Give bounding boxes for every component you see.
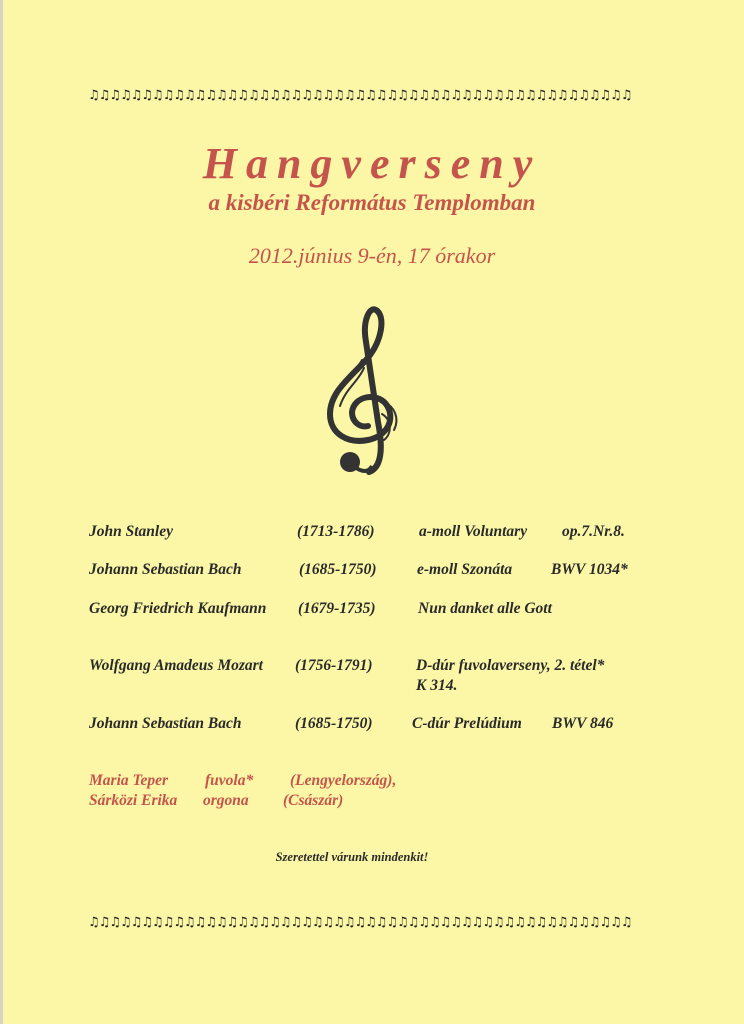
program-composer: Johann Sebastian Bach	[89, 561, 242, 578]
program-work: a-moll Voluntary	[419, 523, 528, 540]
program-composer: Johann Sebastian Bach	[89, 715, 242, 732]
program-years: (1685-1750)	[299, 561, 377, 578]
notes-border-bottom: ♫♫♫♫♫♫♫♫♫♫♫♫♫♫♫♫♫♫♫♫♫♫♫♫♫♫♫♫♫♫♫♫♫♫♫♫♫♫♫♫♫♫♫♫♫♫♫♫♫♫♫	[88, 915, 632, 930]
performer-instrument: fuvola*	[205, 772, 254, 789]
performer-origin: (Lengyelország),	[290, 772, 397, 789]
notes-border-top: ♫♫♫♫♫♫♫♫♫♫♫♫♫♫♫♫♫♫♫♫♫♫♫♫♫♫♫♫♫♫♫♫♫♫♫♫♫♫♫♫♫♫♫♫♫♫♫♫♫♫♫	[88, 88, 632, 103]
program-composer: John Stanley	[89, 523, 173, 540]
program-years: (1756-1791)	[295, 657, 373, 674]
program-catalog: BWV 846	[552, 715, 614, 732]
program-composer: Georg Friedrich Kaufmann	[89, 600, 267, 617]
venue-subtitle: a kisbéri Református Templomban	[208, 190, 536, 215]
treble-clef-icon	[322, 302, 406, 484]
program-catalog: BWV 1034*	[551, 561, 628, 578]
performer-name: Sárközi Erika	[89, 792, 178, 809]
program-catalog: op.7.Nr.8.	[562, 523, 625, 540]
performer-origin: (Császár)	[283, 792, 344, 809]
program-years: (1713-1786)	[297, 523, 375, 540]
program-work: D-dúr fuvolaverseny, 2. tétel*	[416, 657, 605, 674]
program-composer: Wolfgang Amadeus Mozart	[89, 657, 263, 674]
event-date: 2012.június 9-én, 17 órakor	[248, 243, 496, 268]
program-work: C-dúr Prelúdium	[412, 715, 522, 732]
program-work: e-moll Szonáta	[417, 561, 513, 578]
performer-name: Maria Teper	[89, 772, 169, 789]
program-years: (1685-1750)	[295, 715, 373, 732]
performer-instrument: orgona	[203, 792, 249, 809]
program-years: (1679-1735)	[298, 600, 376, 617]
program-work: Nun danket alle Gott	[418, 600, 552, 617]
closing-text: Szeretettel várunk mindenkit!	[275, 850, 429, 864]
program-catalog: K 314.	[416, 677, 458, 694]
page-title: Hangverseny	[202, 139, 542, 188]
